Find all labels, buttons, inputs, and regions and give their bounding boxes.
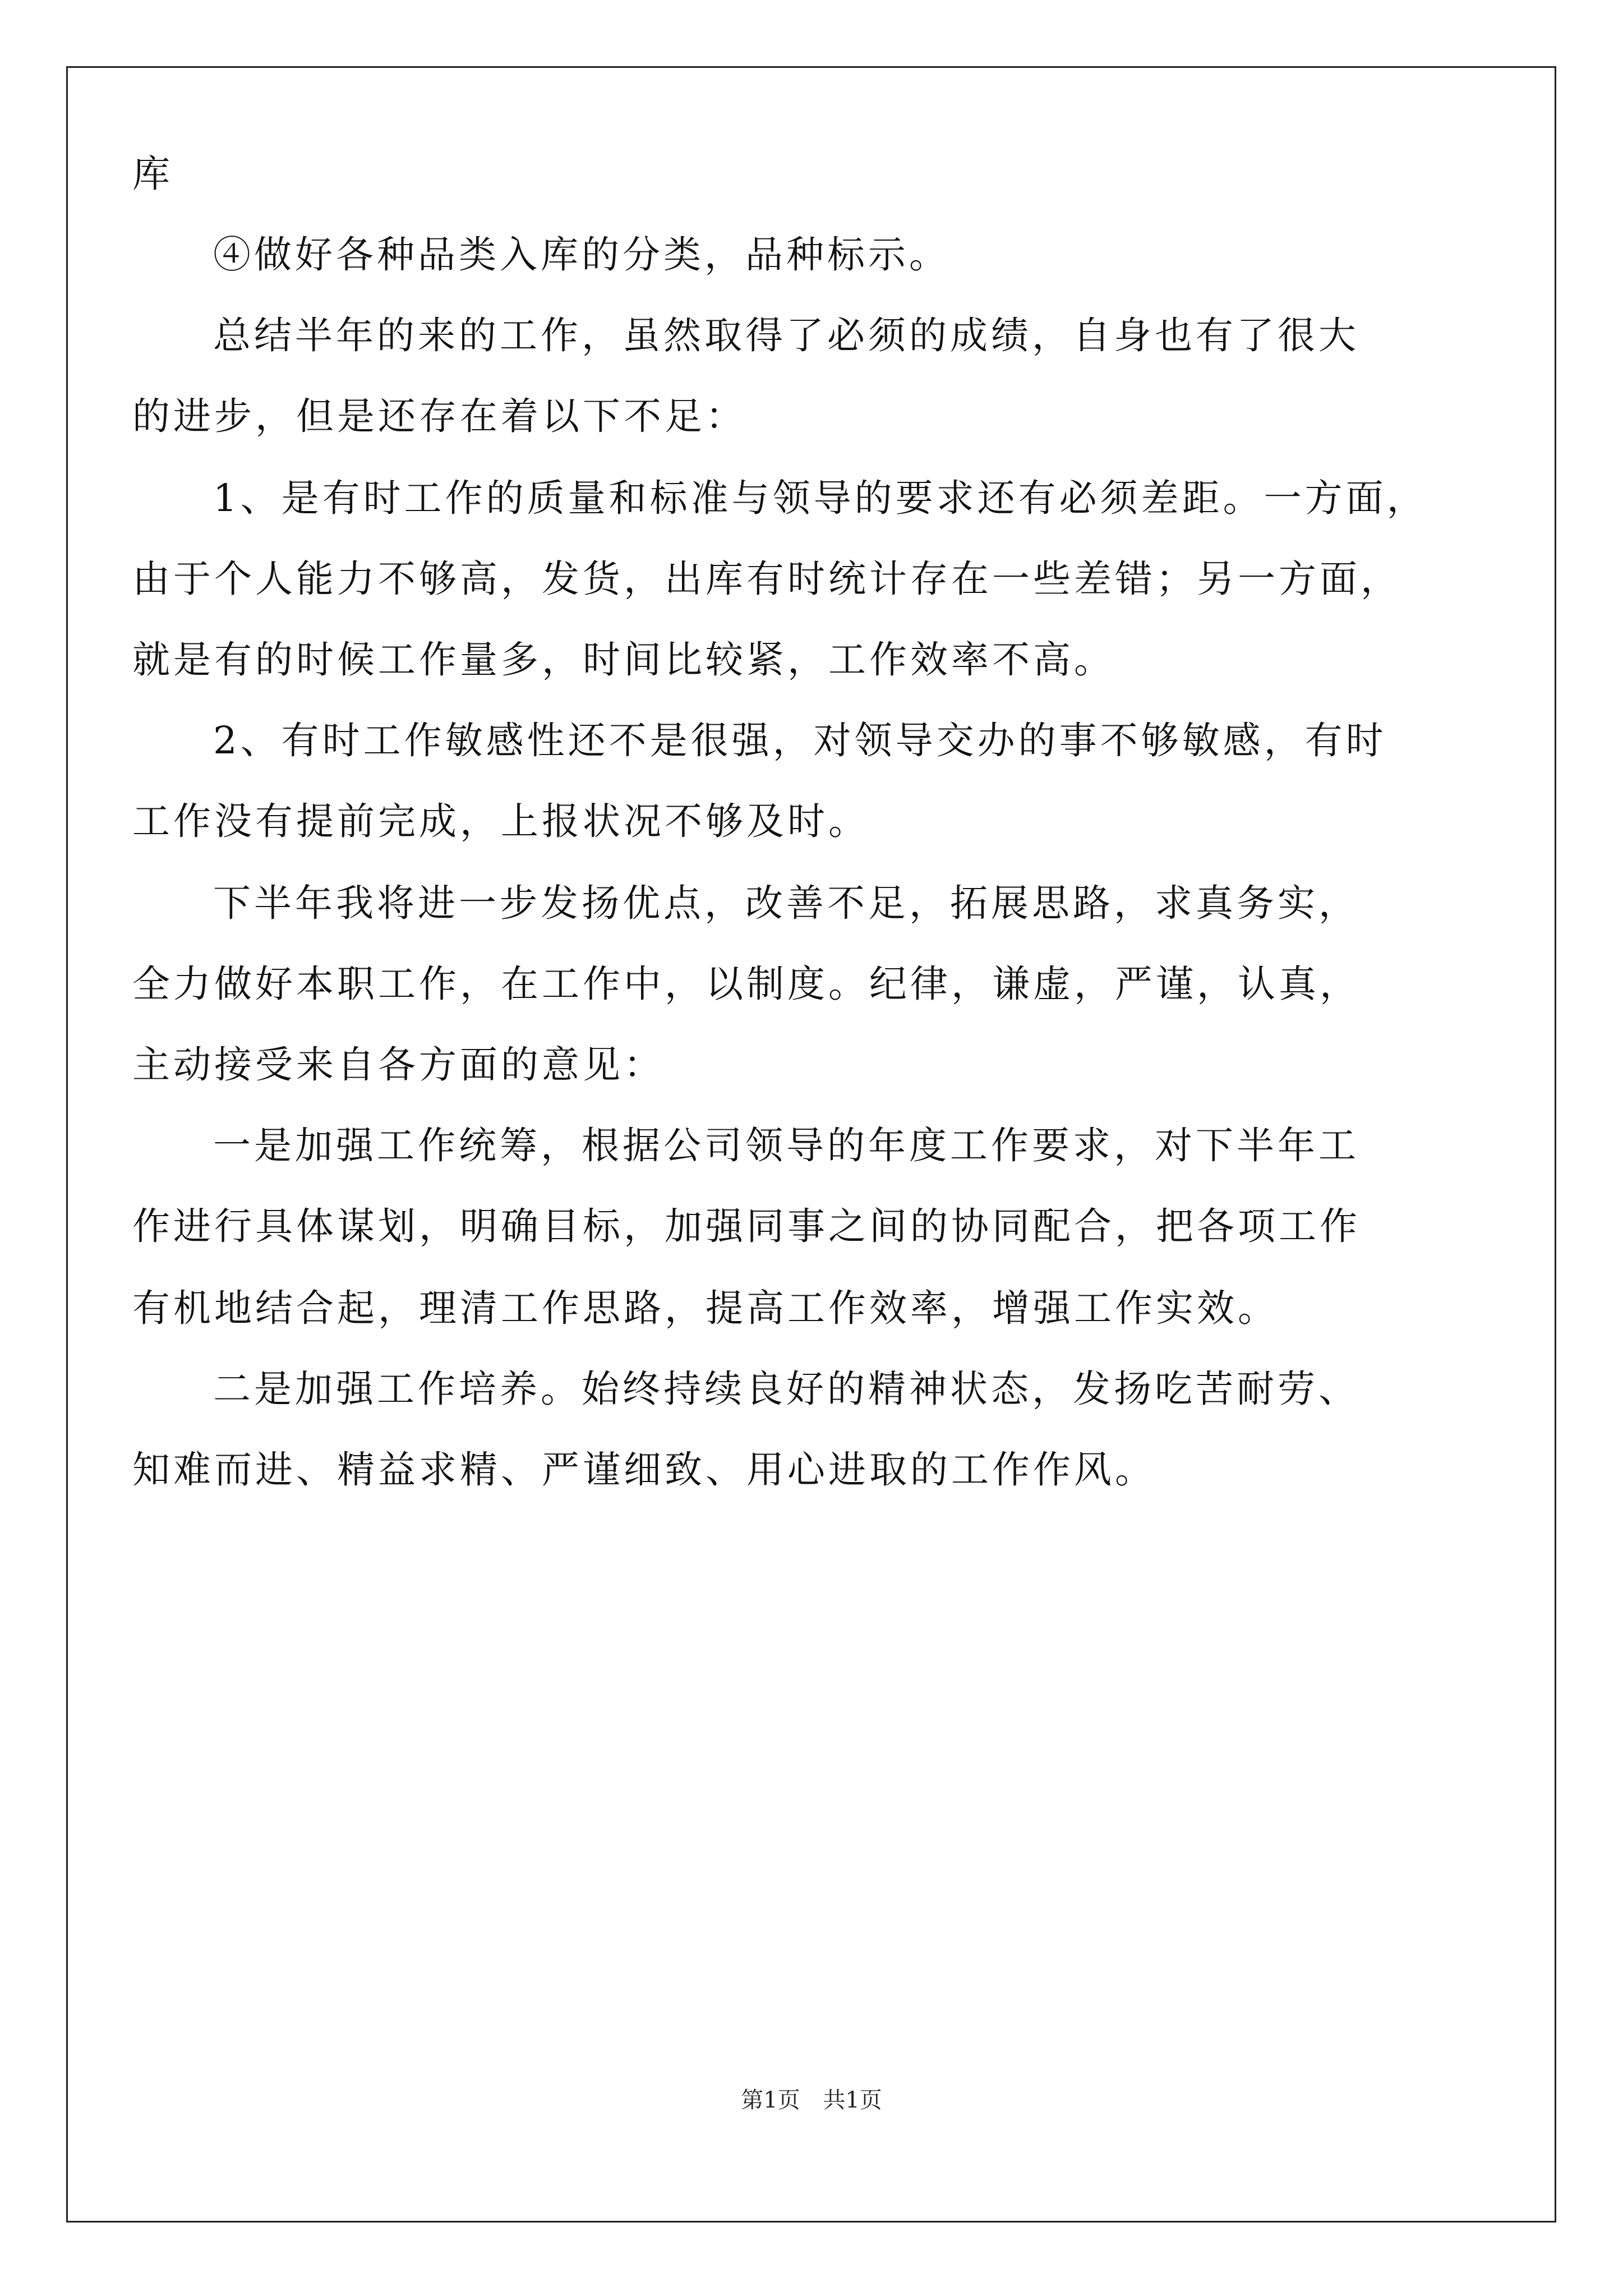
text-line: 由于个人能力不够高，发货，出库有时统计存在一些差错；另一方面， xyxy=(132,557,1401,601)
page-footer xyxy=(0,2087,1623,2114)
text-line: 主动接受来自各方面的意见： xyxy=(132,1043,665,1087)
text-line: 有机地结合起，理清工作思路，提高工作效率，增强工作实效。 xyxy=(132,1286,1279,1330)
text-line: 知难而进、精益求精、严谨细致、用心进取的工作作风。 xyxy=(132,1448,1156,1492)
text-line: 的进步，但是还存在着以下不足： xyxy=(132,394,746,438)
text-line: 工作没有提前完成，上报状况不够及时。 xyxy=(132,799,869,843)
text-line: 一是加强工作统筹，根据公司领导的年度工作要求，对下半年工 xyxy=(213,1124,1359,1167)
text-line: 就是有的时候工作量多，时间比较紧，工作效率不高。 xyxy=(132,638,1115,682)
text-line: 总结半年的来的工作，虽然取得了必须的成绩，自身也有了很大 xyxy=(213,314,1359,357)
text-line: 2、有时工作敏感性还不是很强，对领导交办的事不够敏感，有时 xyxy=(213,719,1387,762)
text-line: 作进行具体谋划，明确目标，加强同事之间的协同配合，把各项工作 xyxy=(132,1204,1361,1248)
text-line: 二是加强工作培养。始终持续良好的精神状态，发扬吃苦耐劳、 xyxy=(213,1367,1359,1411)
text-line: ④做好各种品类入库的分类，品种标示。 xyxy=(213,233,950,277)
page-number: 第1页 xyxy=(741,2087,800,2113)
text-line: 全力做好本职工作，在工作中，以制度。纪律，谦虚，严谨，认真， xyxy=(132,962,1361,1006)
text-line: 下半年我将进一步发扬优点，改善不足，拓展思路，求真务实， xyxy=(213,881,1359,925)
text-line: 1、是有时工作的质量和标准与领导的要求还有必须差距。一方面， xyxy=(213,476,1428,520)
page-total: 共1页 xyxy=(823,2087,882,2113)
text-line: 库 xyxy=(132,152,173,196)
